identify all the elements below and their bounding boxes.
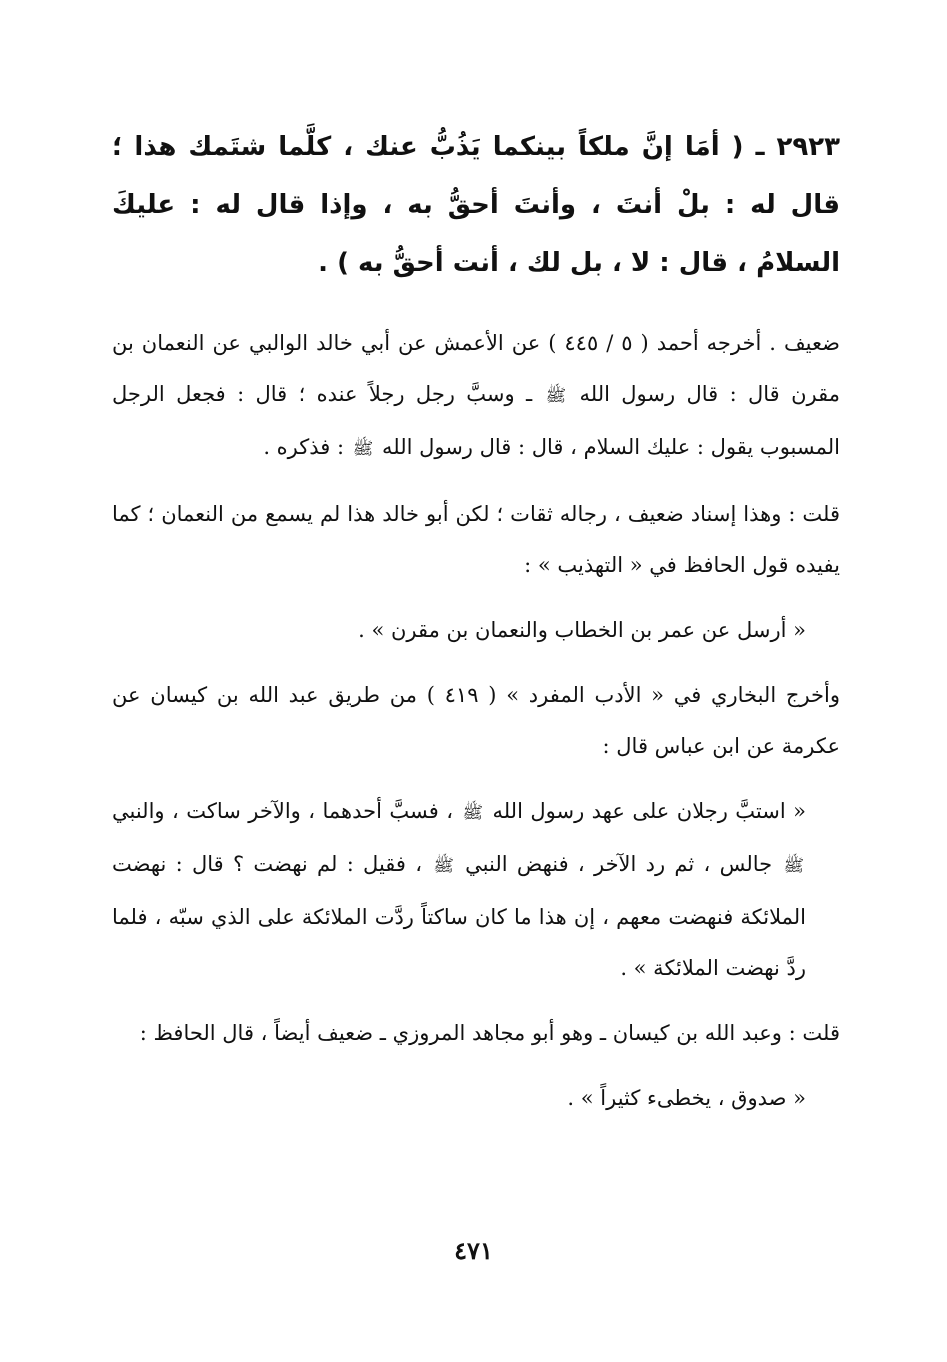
salla-symbol: ﷺ: [433, 856, 454, 876]
takhrij-part-1: ضعيف . أخرجه أحمد ( ٥ / ٤٤٥ ) عن الأعمش عن أبي خالد الوالبي عن النعمان بن مقرن قال : قال رسول الله: [112, 331, 840, 406]
comment-paragraph-1: قلت : وهذا إسناد ضعيف ، رجاله ثقات ؛ لكن أبو خالد هذا لم يسمع من النعمان ؛ كما يفيده قول الحافظ في « التهذيب » :: [112, 502, 840, 577]
quote-tahdhib-1: « أرسل عن عمر بن الخطاب والنعمان بن مقرن » .: [358, 618, 806, 642]
takhrij-part-3: : فذكره .: [263, 435, 345, 459]
bukhari-paragraph: وأخرج البخاري في « الأدب المفرد » ( ٤١٩ ) من طريق عبد الله بن كيسان عن عكرمة عن ابن عباس قال :: [112, 683, 840, 758]
quote-adab-mufrad: [112, 786, 840, 994]
salla-symbol: ﷺ: [352, 439, 374, 459]
takhrij-paragraph: [112, 318, 840, 475]
comment-paragraph-2: قلت : وعبد الله بن كيسان ـ وهو أبو مجاهد المروزي ـ ضعيف أيضاً ، قال الحافظ :: [139, 1021, 840, 1045]
quote2-part-1: « استبَّ رجلان على عهد رسول الله: [492, 799, 806, 823]
page-number: ٤٧١: [454, 1236, 493, 1265]
quote2-part-4: ، فقيل : لم نهضت ؟ قال : نهضت الملائكة فنهضت معهم ، إن هذا ما كان ساكتاً ردَّت الملائكة على الذي سبّه ، فلما ردَّ نهضت الملائكة » .: [112, 852, 806, 980]
salla-symbol: ﷺ: [783, 856, 804, 876]
quote2-part-2: ، فسبَّ أحدهما ، والآخر ساكت ، والنبي: [112, 799, 454, 823]
quote2-part-3: جالس ، ثم رد الآخر ، فنهض النبي: [465, 852, 773, 876]
salla-symbol: ﷺ: [545, 386, 567, 406]
hadith-text: ٢٩٢٣ ـ ( أمَا إنَّ ملكاً بينكما يَذُبُّ عنك ، كلَّما شتَمك هذا ؛ قال له : بلْ أنتَ ، وأنتَ أحقُّ به ، وإذا قال له : عليكَ السلامُ ، قال : لا ، بل لك ، أنت أحقُّ به ) .: [112, 132, 840, 278]
salla-symbol: ﷺ: [462, 803, 484, 823]
takhrij-part-2: ـ وسبَّ رجل رجلاً عنده ؛ قال : فجعل الرجل المسبوب يقول : عليك السلام ، قال : قال رسول الله: [112, 382, 840, 459]
page-body: [112, 118, 840, 1138]
quote-tahdhib-2: « صدوق ، يخطىء كثيراً » .: [567, 1086, 806, 1110]
